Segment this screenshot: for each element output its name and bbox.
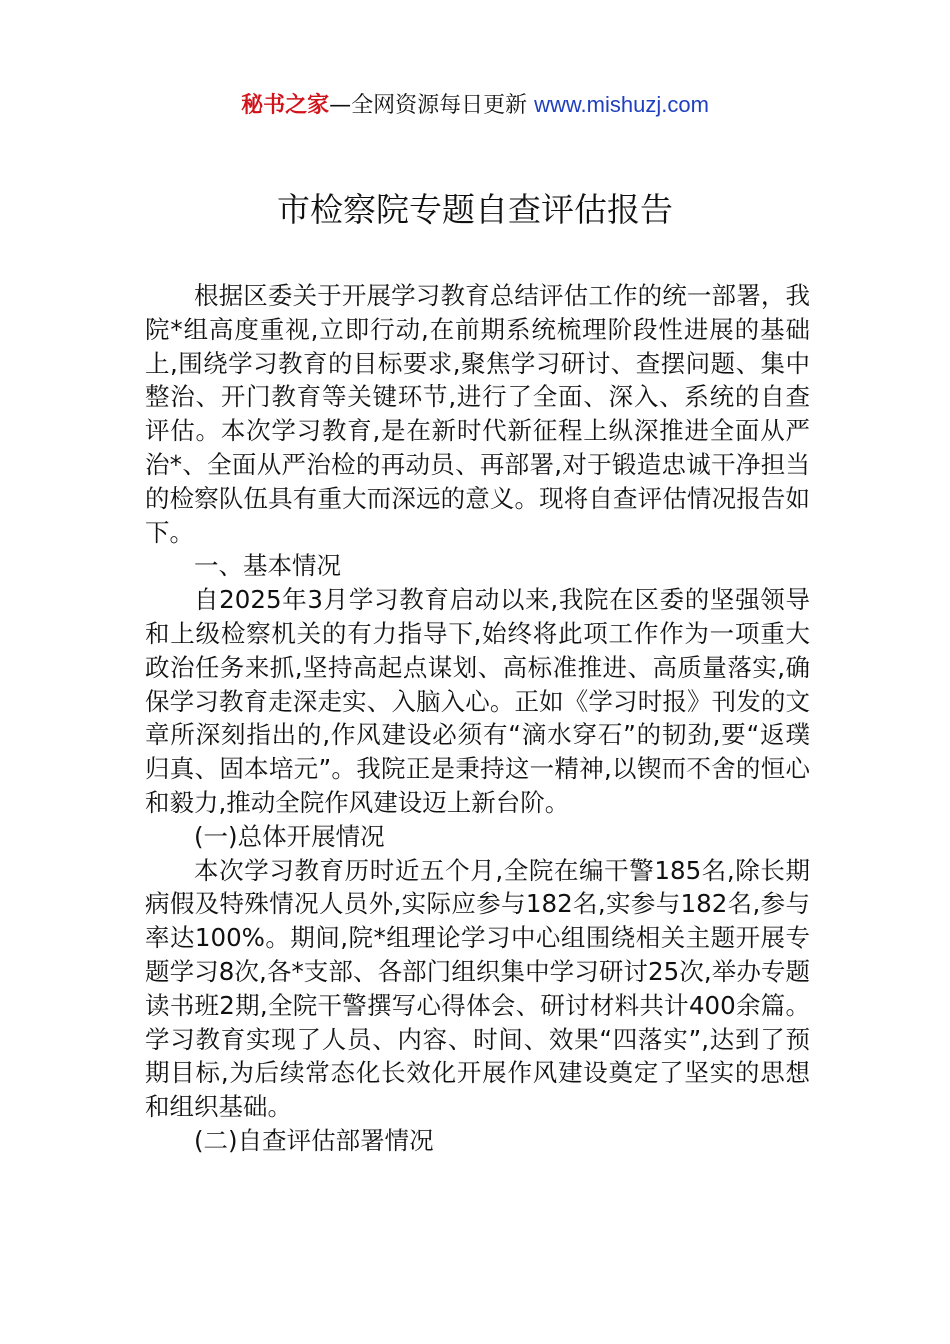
basic-situation-paragraph: 自2025年3月学习教育启动以来,我院在区委的坚强领导和上级检察机关的有力指导下,始终将此项工作作为一项重大政治任务来抓,坚持高起点谋划、高标准推进、高质量落实,确保学习教育走深走实、入脑入心。正如《学习时报》刊发的文章所深刻指出的,作风建设必须有“滴水穿石”的韧劲,要“返璞归真、固本培元”。我院正是秉持这一精神,以锲而不舍的恒心和毅力,推动全院作风建设迈上新台阶。 — [145, 585, 810, 817]
subsection-heading-overall: (一)总体开展情况 — [194, 821, 385, 851]
site-tagline: —全网资源每日更新 — [329, 93, 535, 118]
site-url-link[interactable]: www.mishuzj.com — [534, 92, 709, 117]
intro-paragraph: 根据区委关于开展学习教育总结评估工作的统一部署，我院*组高度重视,立即行动,在前期系统梳理阶段性进展的基础上,围绕学习教育的目标要求,聚焦学习研讨、查摆问题、集中整治、开门教育等关键环节,进行了全面、深入、系统的自查评估。本次学习教育,是在新时代新征程上纵深推进全面从严治*、全面从严治检的再动员、再部署,对于锻造忠诚干净担当的检察队伍具有重大而深远的意义。现将自查评估情况报告如下。 — [145, 281, 810, 547]
subsection-heading-deployment: (二)自查评估部署情况 — [194, 1125, 434, 1155]
site-header — [0, 88, 950, 123]
document-title: 市检察院专题自查评估报告 — [277, 190, 673, 229]
site-brand: 秘书之家 — [241, 93, 330, 118]
section-heading-basic-situation: 一、基本情况 — [194, 551, 341, 581]
document-body — [145, 279, 810, 1158]
overall-paragraph: 本次学习教育历时近五个月,全院在编干警185名,除长期病假及特殊情况人员外,实际应参与182名,实参与182名,参与率达100%。期间,院*组理论学习中心组围绕相关主题开展专题学习8次,各*支部、各部门组织集中学习研讨25次,举办专题读书班2期,全院干警撰写心得体会、研讨材料共计400余篇。学习教育实现了人员、内容、时间、效果“四落实”,达到了预期目标,为后续常态化长效化开展作风建设奠定了坚实的思想和组织基础。 — [145, 855, 810, 1122]
